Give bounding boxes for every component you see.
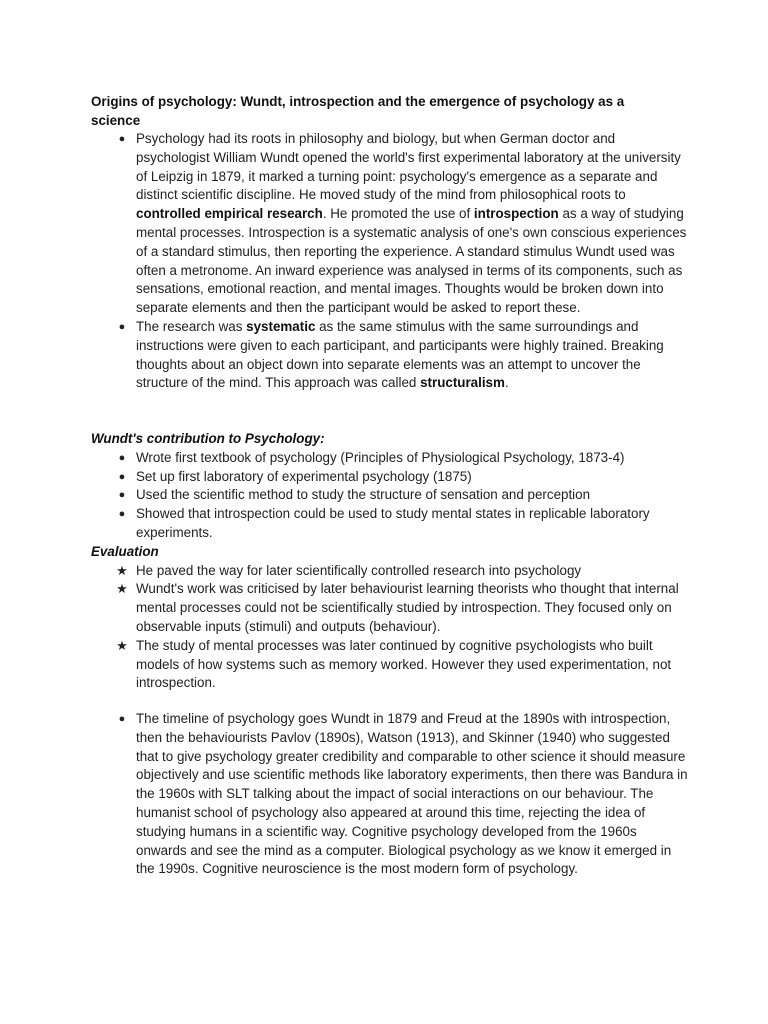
key-term: systematic: [246, 318, 316, 334]
origins-list: [91, 130, 691, 393]
list-item: ● The timeline of psychology goes Wundt in 1879 and Freud at the 1890s with introspection, then the behaviourists Pavlov (1890s), Watson (1913), and Skinner (1940) who suggested that to give psychology greater credibility and comparable to other science it should measure objectively and use scientific methods like laboratory experiments, then there was Bandura in the 1960s with SLT talking about the impact of social interactions on our behaviour. The humanist school of psychology also appeared at around this time, rejecting the idea of studying humans in a scientific way. Cognitive psychology developed from the 1960s onwards and see the mind as a computer. Biological psychology as we know it emerged in the 1990s. Cognitive neuroscience is the most modern form of psychology.: [91, 710, 691, 879]
list-item: ● Set up first laboratory of experimental psychology (1875): [91, 468, 691, 487]
list-item: ● Wrote first textbook of psychology (Principles of Physiological Psychology, 1873-4): [91, 449, 691, 468]
bullet-icon: ●: [118, 489, 126, 502]
star-icon: ★: [116, 562, 128, 578]
list-item: ● Showed that introspection could be used to study mental states in replicable laboratory experiments.: [91, 505, 691, 543]
bullet-icon: ●: [118, 713, 126, 725]
bullet-icon: ●: [118, 451, 126, 464]
bullet-icon: ●: [118, 320, 126, 333]
bullet-icon: ●: [118, 133, 126, 145]
list-item: ★ The study of mental processes was later continued by cognitive psychologists who built models of how systems such as memory worked. However they used experimentation, not introspection.: [116, 637, 672, 691]
star-icon: ★: [116, 637, 128, 653]
star-icon: ★: [116, 581, 128, 597]
list-item: ★ Wundt's work was criticised by later behaviourist learning theorists who thought that internal mental processes could not be scientifically studied by introspection. They focused only on observable inputs (stimuli) and outputs (behaviour).: [116, 581, 679, 634]
key-term: structuralism: [420, 375, 505, 391]
section-title-origins: Origins of psychology: Wundt, introspection and the emergence of psychology as a science: [91, 94, 625, 128]
bullet-icon: ●: [118, 470, 126, 483]
list-item: ● Used the scientific method to study the structure of sensation and perception: [91, 486, 691, 505]
list-item: ★ He paved the way for later scientifically controlled research into psychology: [91, 562, 691, 581]
key-term: introspection: [473, 206, 559, 222]
contribution-section: [91, 430, 691, 693]
list-item: ● The research was systematic as the same stimulus with the same surroundings and instructions were given to each participant, and participants were highly trained. Breaking thoughts about an object down into separate elements was an attempt to uncover the structure of the mind. This approach was called structuralism.: [91, 318, 691, 393]
timeline-section: [91, 710, 691, 879]
bullet-icon: ●: [118, 508, 126, 521]
section-title-contribution: Wundt's contribution to Psychology:: [91, 431, 325, 446]
key-term: controlled empirical research: [136, 206, 323, 222]
section-title-evaluation: Evaluation: [91, 543, 159, 559]
list-item: ● Psychology had its roots in philosophy and biology, but when German doctor and psychologist William Wundt opened the world's first experimental laboratory at the university of Leipzig in 1879, it marked a turning point: psychology's emergence as a separate and distinct scientific discipline. He moved study of the mind from philosophical roots to controlled empirical research. He promoted the use of introspection as a way of studying mental processes. Introspection is a systematic analysis of one's own conscious experiences of a standard stimulus, then reporting the experience. A standard stimulus Wundt used was often a metronome. An inward experience was analysed in terms of its components, such as sensations, emotional reaction, and mental images. Thoughts would be broken down into separate elements and then the participant would be asked to report these.: [91, 130, 691, 318]
